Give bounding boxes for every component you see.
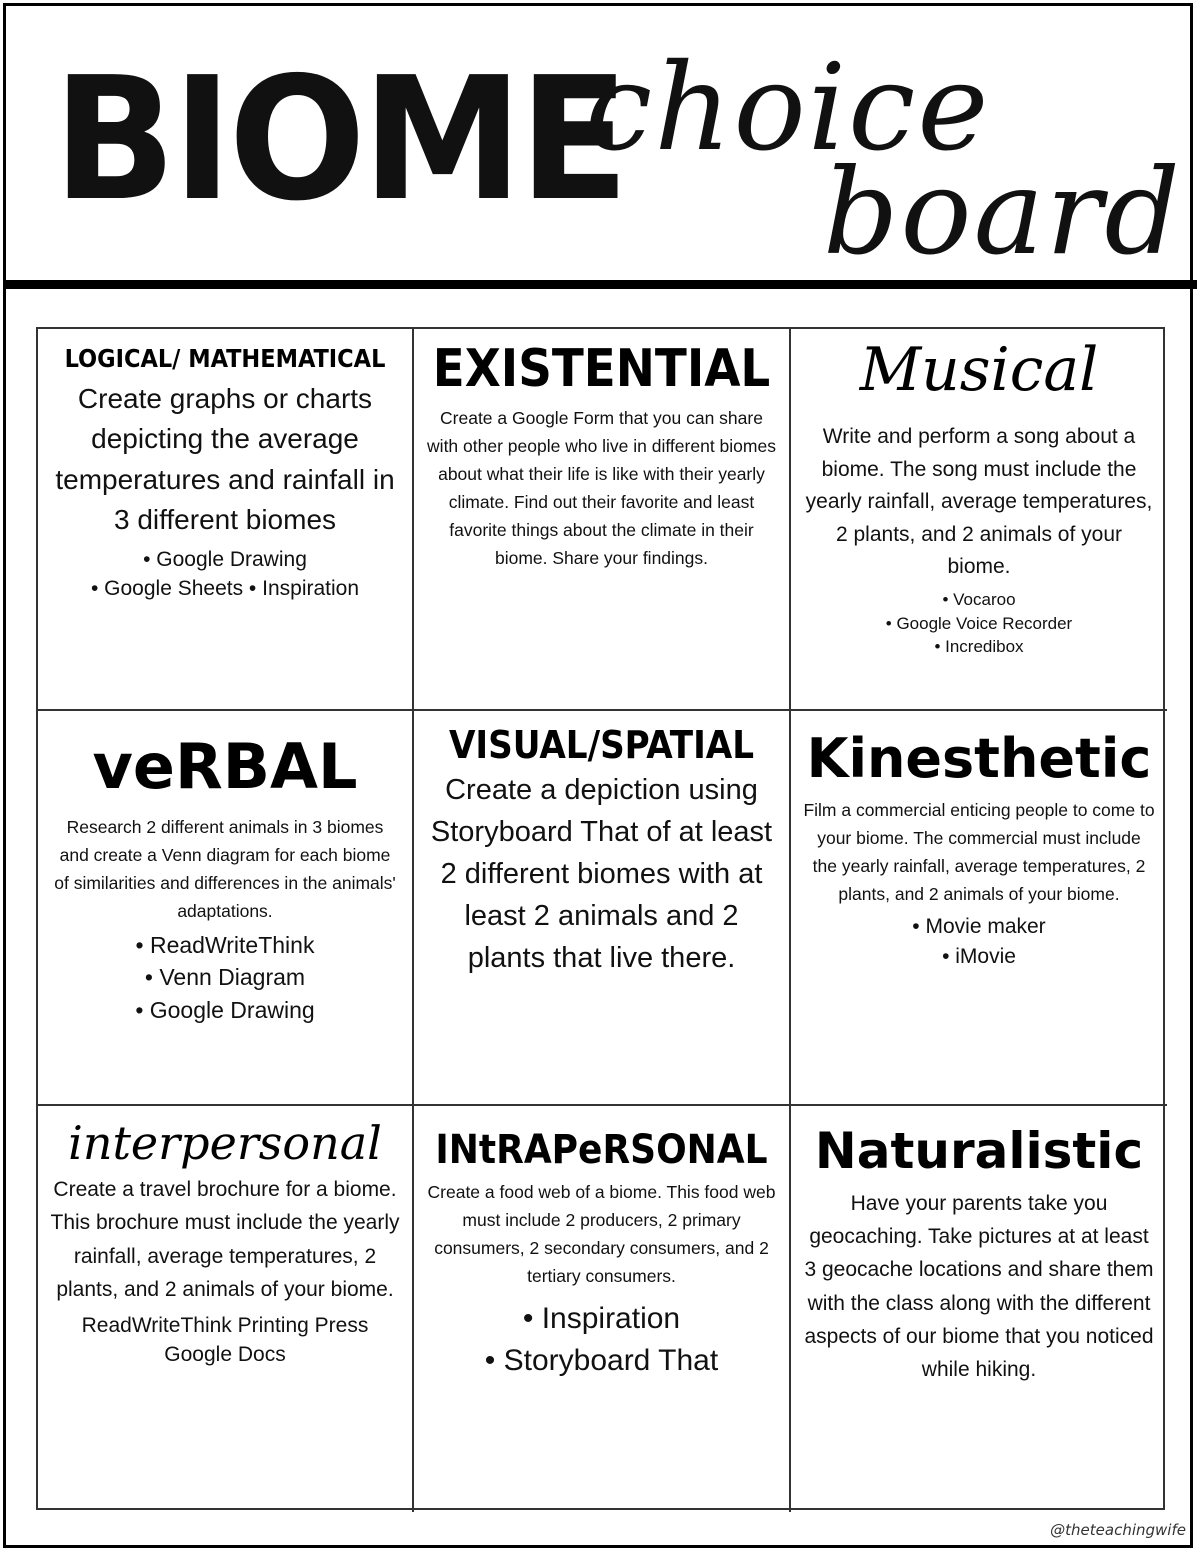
cell-description: Create a Google Form that you can share with other people who live in different biomes about what their life is like with their yearly climate. Find out their favorite and least favorite things about the climate in their biome. Share your findings. (427, 408, 776, 569)
tool-item: • Storyboard That (484, 1344, 719, 1377)
tool-item: • Google Drawing (143, 547, 307, 571)
cell-heading: VISUAL/SPATIAL (448, 723, 755, 767)
cell-description: Write and perform a song about a biome. The song must include the yearly rainfall, average temperatures, 2 plants, and 2 animals of your biome. (805, 425, 1153, 579)
choice-board-grid (36, 327, 1165, 1510)
tool-list (50, 545, 400, 604)
cell-heading: Musical (859, 335, 1099, 405)
cell-heading: veRBAL (92, 730, 358, 803)
cell-kinesthetic (791, 711, 1167, 1106)
tool-item: • iMovie (942, 944, 1016, 968)
cell-logical-mathematical (38, 329, 414, 711)
tool-list (50, 929, 400, 1026)
cell-naturalistic (791, 1106, 1167, 1512)
cell-heading: INtRAPeRSONAL (435, 1127, 768, 1173)
cell-interpersonal (38, 1106, 414, 1512)
cell-heading: EXISTENTIAL (432, 339, 771, 399)
cell-verbal (38, 711, 414, 1106)
title-biome: BIOME (53, 41, 626, 239)
cell-existential (414, 329, 791, 711)
cell-description: Create a food web of a biome. This food web must include 2 producers, 2 primary consumers, 2 secondary consumers, and 2 tertiary consumers. (427, 1182, 776, 1286)
tool-list (50, 1311, 400, 1370)
cell-visual-spatial (414, 711, 791, 1106)
cell-description: Film a commercial enticing people to come to your biome. The commercial must include the yearly rainfall, average temperatures, 2 plants, and 2 animals of your biome. (803, 800, 1155, 905)
tool-item: • Google Sheets • Inspiration (90, 577, 360, 601)
cell-description: Create graphs or charts depicting the average temperatures and rainfall in 3 different biomes (55, 382, 395, 536)
tool-item: Google Docs (164, 1343, 286, 1367)
tool-item: • Google Voice Recorder (885, 613, 1073, 633)
cell-heading: interpersonal (68, 1116, 382, 1170)
tool-item: • Incredibox (934, 637, 1024, 657)
tool-item: ReadWriteThink Printing Press (81, 1313, 369, 1337)
title-banner (3, 3, 1197, 289)
cell-heading: Kinesthetic (806, 727, 1152, 790)
tool-item: • ReadWriteThink (135, 932, 315, 959)
tool-item: • Vocaroo (942, 589, 1016, 609)
cell-description: Research 2 different animals in 3 biomes and create a Venn diagram for each biome of similarities and differences in the animals' adaptations. (54, 817, 396, 922)
tool-list (426, 1298, 777, 1382)
title-choice: choice (585, 39, 991, 178)
tool-list (803, 588, 1155, 659)
cell-heading: Naturalistic (814, 1122, 1144, 1180)
credit-handle: @theteachingwife (1050, 1521, 1186, 1539)
cell-description: Create a depiction using Storyboard That of at least 2 different biomes with at least 2 animals and 2 plants that live there. (430, 773, 773, 974)
cell-description: Create a travel brochure for a biome. This brochure must include the yearly rainfall, average temperatures, 2 plants, and 2 animals of your biome. (50, 1177, 400, 1302)
cell-musical (791, 329, 1167, 711)
tool-list (803, 912, 1155, 971)
title-board: board (823, 143, 1182, 281)
tool-item: • Google Drawing (135, 996, 315, 1023)
tool-item: • Inspiration (522, 1302, 681, 1335)
cell-intrapersonal (414, 1106, 791, 1512)
tool-item: • Venn Diagram (144, 964, 306, 991)
cell-heading: LOGICAL/ MATHEMATICAL (64, 344, 386, 373)
tool-item: • Movie maker (912, 915, 1046, 939)
cell-description: Have your parents take you geocaching. Take pictures at at least 3 geocache locations and share them with the class along with the different aspects of our biome that you noticed while hiking. (804, 1192, 1154, 1381)
